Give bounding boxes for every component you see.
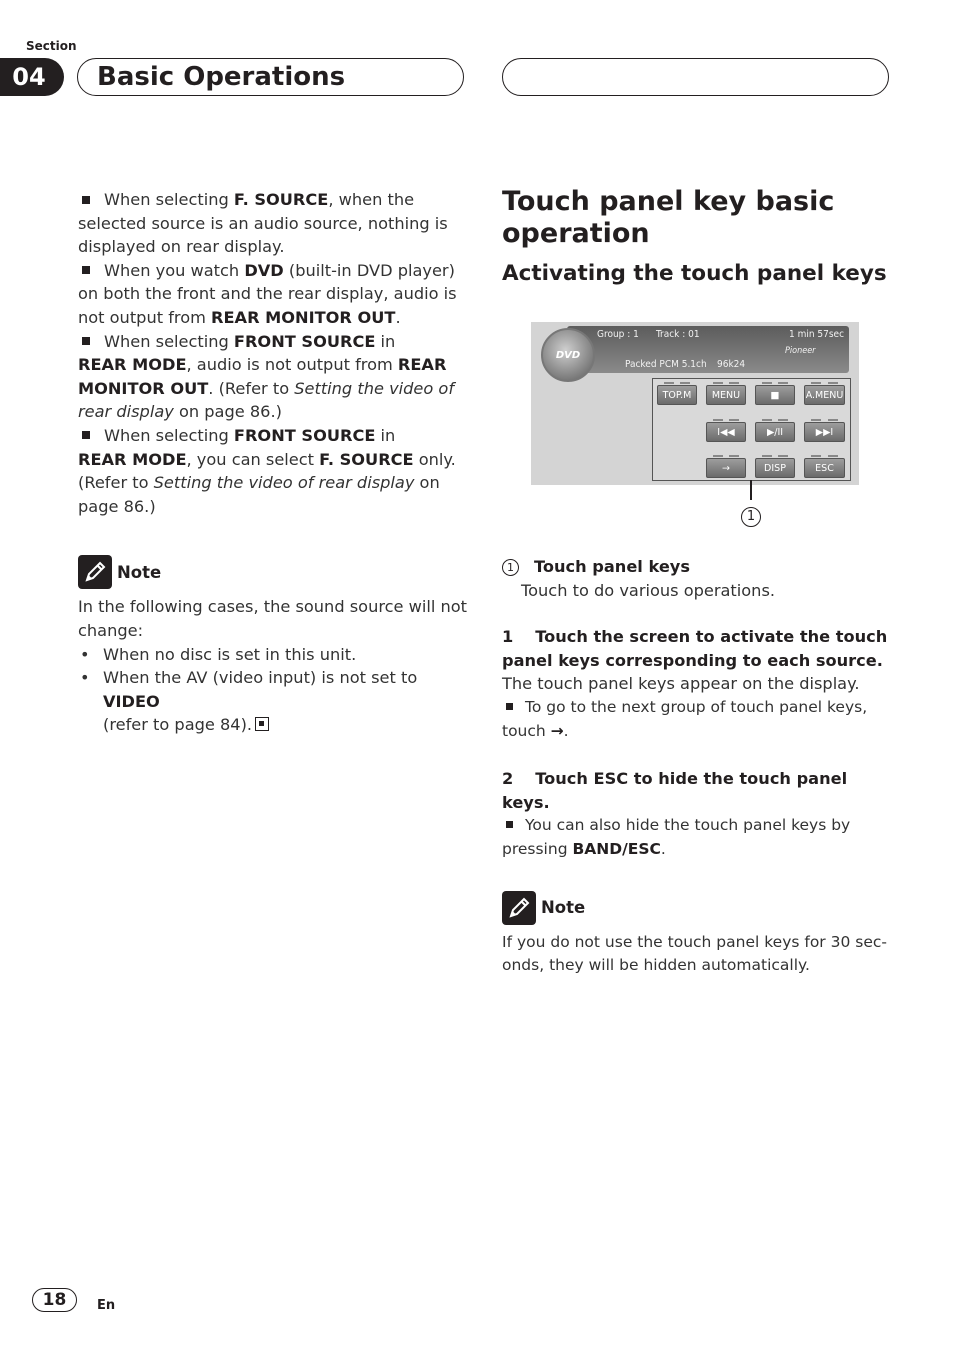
subsection-heading: Activating the touch panel keys [502,261,887,286]
bullet-item: When selecting F. SOURCE, when the selected source is an audio source, nothing is displayed on rear display. [78,190,448,257]
square-bullet-icon [82,266,90,274]
bullet-item: When selecting FRONT SOURCE in REAR MODE, you can select F. SOURCE only. (Refer to Setting the video of rear display on page 86.) [78,425,456,516]
key-a-menu[interactable]: A.MENU [804,385,845,405]
screen-rate: 96k24 [717,359,746,370]
pencil-note-icon [78,555,112,589]
key-menu[interactable]: MENU [706,385,746,405]
screen-illustration [531,322,859,485]
note-label: Note [541,897,586,917]
note-heading [78,555,468,589]
bullet-item: When you watch DVD (built-in DVD player) on both the front and the rear display, audio is not output from REAR MONITOR OUT. [78,260,457,327]
screen-info-bar [567,326,849,373]
end-of-section-icon [255,717,269,731]
list-item: • When the AV (video input) is not set to VIDEO (refer to page 84). [80,668,418,735]
language-label: En [97,1298,116,1313]
pencil-note-icon [502,891,536,925]
section-number: 04 [0,58,64,96]
header-empty-frame [502,58,889,96]
section-heading: Touch panel key basic operation [502,186,835,249]
left-column [78,188,468,737]
square-bullet-icon [82,196,90,204]
key-next-group[interactable]: → [706,458,746,478]
step-2: 2 Touch ESC to hide the touch panel keys. [502,769,848,812]
step-1-bullet: To go to the next group of touch panel keys, touch →. [502,697,868,740]
key-display[interactable]: DISP [755,458,795,478]
screen-brand: Pioneer [785,346,816,356]
note-heading [502,891,892,925]
arrow-right-icon: → [550,721,564,740]
legend-description: Touch to do various operations. [521,580,776,600]
callout-marker: 1 [741,506,761,526]
bullet-item: When selecting FRONT SOURCE in REAR MODE, audio is not output from REAR MONITOR OUT. (Refer to Setting the video of rear display on page 86.) [78,331,455,422]
step-1: 1 Touch the screen to activate the touch panel keys corresponding to each source. [502,627,888,670]
square-bullet-icon [82,337,90,345]
callout-line [750,480,752,500]
screen-group: Group : 1 [597,329,639,340]
note-label: Note [117,562,162,582]
page-title: Basic Operations [97,62,346,92]
dot-bullet-icon: • [80,644,90,664]
legend-item: 1 Touch panel keys [502,555,892,579]
note-text: If you do not use the touch panel keys for 30 sec-onds, they will be hidden automatically. [502,932,887,975]
step-1-body: The touch panel keys appear on the display. [502,674,860,694]
screen-time: 1 min 57sec [789,329,845,340]
key-stop[interactable]: ■ [755,385,795,405]
section-label: Section [26,39,77,53]
list-item: • When no disc is set in this unit. [78,643,468,667]
key-previous[interactable]: I◀◀ [706,422,746,442]
key-top-menu[interactable]: TOP.M [657,385,697,405]
key-play-pause[interactable]: ▶/II [755,422,795,442]
dot-bullet-icon: • [80,668,90,688]
screen-track: Track : 01 [656,329,700,340]
square-bullet-icon [506,703,513,710]
page-number: 18 [32,1288,77,1312]
key-next[interactable]: ▶▶I [804,422,845,442]
screen-format: Packed PCM 5.1ch [625,359,707,370]
square-bullet-icon [506,821,513,828]
square-bullet-icon [82,431,90,439]
note-intro: In the following cases, the sound source will not change: [78,597,468,640]
key-escape[interactable]: ESC [804,458,845,478]
step-2-bullet: You can also hide the touch panel keys by pressing BAND/ESC. [502,816,851,858]
touch-panel-keys-area [652,378,851,481]
right-column-body [502,555,892,978]
disc-icon: DVD [541,328,595,382]
